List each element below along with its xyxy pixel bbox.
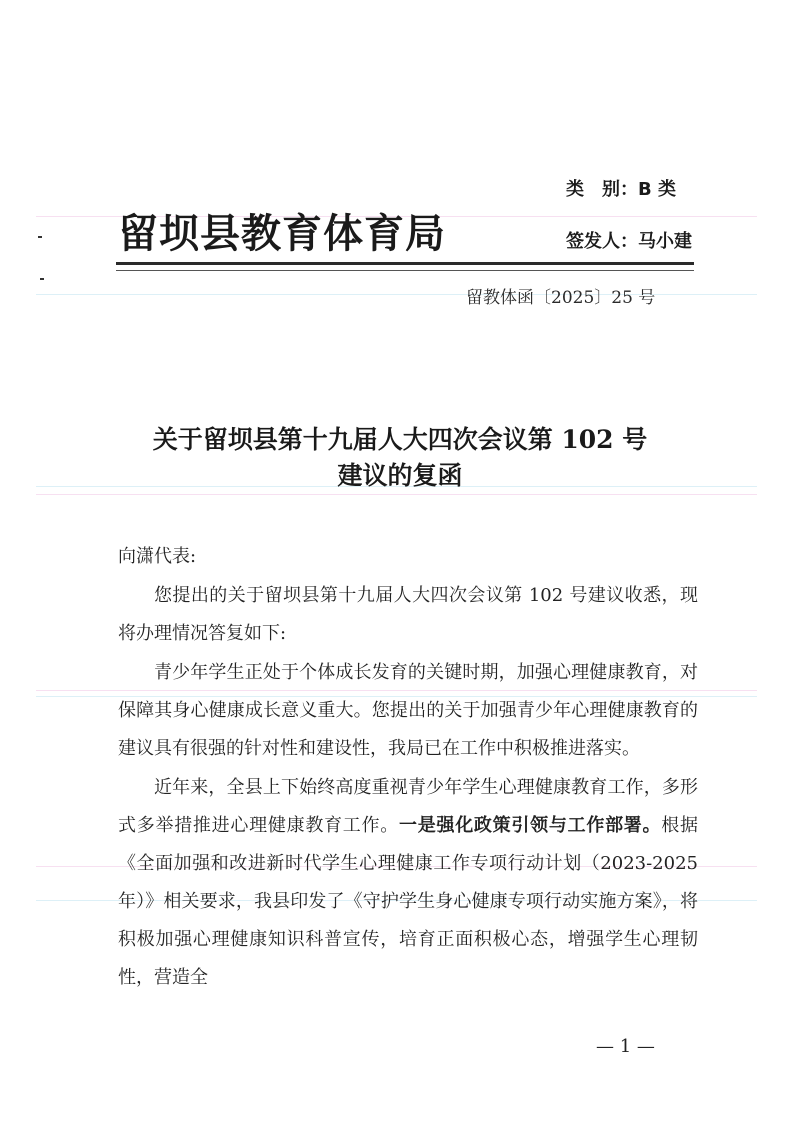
- body-paragraph: [118, 769, 698, 997]
- document-title-line: 关于留坝县第十九届人大四次会议第 102 号: [152, 425, 648, 454]
- body-paragraph: [118, 577, 698, 653]
- body-paragraph: [118, 654, 698, 768]
- emphasis-text: 一是强化政策引领与工作部署。: [399, 815, 662, 836]
- signer-label: 签发人：: [566, 231, 638, 252]
- letterhead-rule: [116, 262, 694, 265]
- issuing-organization: 留坝县教育体育局: [118, 210, 446, 257]
- document-category: [566, 176, 676, 204]
- paragraph-text: 近年来，全县上下始终高度重视青少年学生心理健康教育工作，多形式多举措推进心理健康教育工作。: [118, 777, 698, 836]
- category-value: B 类: [638, 179, 676, 200]
- scan-artifact-line: [36, 494, 757, 495]
- salutation: 向潇代表:: [118, 546, 197, 567]
- letterhead-rule-thin: [116, 270, 694, 271]
- document-number: 留教体函〔2025〕25 号: [466, 288, 656, 308]
- scan-margin-mark: [38, 236, 42, 238]
- paragraph-text: 青少年学生正处于个体成长发育的关键时期，加强心理健康教育，对保障其身心健康成长意义重大。您提出的关于加强青少年心理健康教育的建议具有很强的针对性和建设性，我局已在工作中积极推进落实。: [118, 662, 698, 759]
- document-title: [100, 422, 700, 494]
- paragraph-text: 根据《全面加强和改进新时代学生心理健康工作专项行动计划（2023-2025 年）》相关要求，我县印发了《守护学生身心健康专项行动实施方案》，将积极加强心理健康知识科普宣传，培育正面积极心态，增强学生心理韧性，营造全: [118, 815, 698, 988]
- signer-value: 马小建: [638, 231, 692, 252]
- document-signer: [566, 228, 692, 256]
- document-body: [118, 538, 698, 997]
- paragraph-text: 您提出的关于留坝县第十九届人大四次会议第 102 号建议收悉，现将办理情况答复如下:: [118, 585, 698, 644]
- page-number: — 1 —: [596, 1036, 655, 1057]
- scan-margin-mark: [40, 278, 44, 280]
- category-label: 类 别：: [566, 179, 638, 200]
- document-title-line: 建议的复函: [337, 461, 463, 490]
